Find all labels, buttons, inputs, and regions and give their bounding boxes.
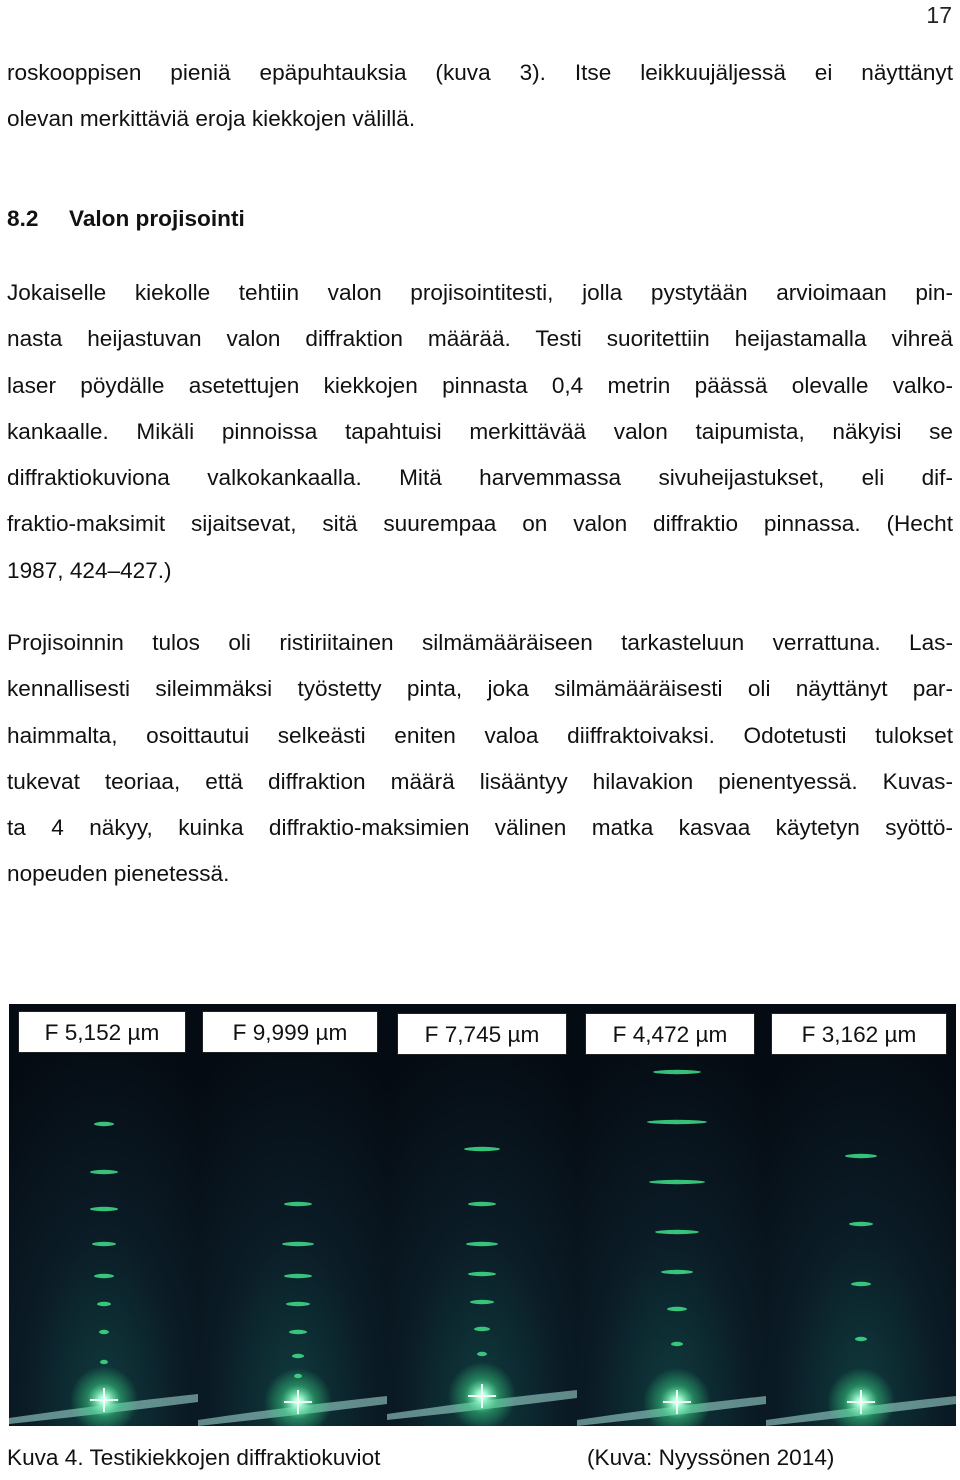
- text-line: kankaalle. Mikäli pinnoissa tapahtuisi merkittävää valon taipumista, näkyisi se: [7, 418, 953, 444]
- diffraction-maximum: [649, 1180, 705, 1184]
- diffraction-maximum: [284, 1202, 312, 1206]
- diffraction-maximum: [286, 1302, 310, 1306]
- diffraction-photo-4: [577, 1004, 766, 1426]
- diffraction-maximum: [466, 1242, 498, 1246]
- text-line: ta 4 näkyy, kuinka diffraktio-maksimien välinen matka kasvaa käytetyn syöttö-: [7, 815, 953, 841]
- diffraction-maximum: [468, 1202, 496, 1206]
- diffraction-figure: [9, 1004, 956, 1426]
- text-line: roskooppisen pieniä epäpuhtauksia (kuva 3). Itse leikkuujäljessä ei näyttänyt: [7, 60, 953, 85]
- diffraction-maximum: [671, 1342, 683, 1346]
- paragraph-results: [7, 620, 953, 898]
- diffraction-photo-3: [387, 1004, 577, 1426]
- page-number: 17: [926, 2, 952, 28]
- text-line: laser pöydälle asetettujen kiekkojen pinnasta 0,4 metrin päässä olevalle valko-: [7, 372, 953, 398]
- diffraction-maximum: [855, 1337, 867, 1341]
- diffraction-maximum: [647, 1120, 707, 1124]
- diffraction-maximum: [90, 1207, 118, 1211]
- figure-credit: (Kuva: Nyyssönen 2014): [587, 1445, 835, 1470]
- diffraction-maximum: [282, 1242, 314, 1246]
- section-heading: [7, 196, 245, 242]
- diffraction-maximum: [284, 1274, 312, 1278]
- diffraction-maximum: [661, 1270, 693, 1274]
- diffraction-maximum: [100, 1360, 108, 1364]
- diffraction-maximum: [845, 1154, 877, 1158]
- photo-background: [198, 1004, 387, 1426]
- diffraction-maximum: [474, 1327, 490, 1331]
- paragraph-intro: [7, 50, 953, 143]
- text-line: kennallisesti sileimmäksi työstetty pinta, joka silmämääräisesti oli näyttänyt par-: [7, 676, 953, 702]
- section-title: Valon projisointi: [69, 206, 245, 231]
- text-line: nasta heijastuvan valon diffraktion määrää. Testi suoritettiin heijastamalla vihreä: [7, 326, 953, 352]
- panel-label: F 3,162 µm: [771, 1013, 947, 1055]
- text-line: nopeuden pienetessä.: [7, 861, 230, 887]
- diffraction-maximum: [464, 1147, 500, 1151]
- diffraction-photo-5: [766, 1004, 956, 1426]
- photo-background: [766, 1004, 956, 1426]
- text-line: 1987, 424–427.): [7, 557, 172, 583]
- diffraction-maximum: [94, 1274, 114, 1278]
- diffraction-maximum: [92, 1242, 116, 1246]
- panel-label: F 5,152 µm: [18, 1011, 186, 1053]
- diffraction-maximum: [289, 1330, 307, 1334]
- diffraction-maximum: [851, 1282, 871, 1286]
- text-line: tukevat teoriaa, että diffraktion määrä lisääntyy hilavakion pienentyessä. Kuvas-: [7, 768, 953, 794]
- text-line: Jokaiselle kiekolle tehtiin valon projisointitesti, jolla pystytään arvioimaan pin-: [7, 280, 953, 305]
- diffraction-maximum: [653, 1070, 701, 1074]
- text-line: diffraktiokuviona valkokankaalla. Mitä harvemmassa sivuheijastukset, eli dif-: [7, 465, 953, 491]
- paragraph-method: [7, 270, 953, 594]
- photo-background: [577, 1004, 766, 1426]
- diffraction-maximum: [655, 1230, 699, 1234]
- text-line: haimmalta, osoittautui selkeästi eniten valoa diiffraktoivaksi. Odotetusti tulokset: [7, 722, 953, 748]
- diffraction-photo-2: [198, 1004, 387, 1426]
- text-line: olevan merkittäviä eroja kiekkojen välillä.: [7, 106, 416, 132]
- panel-label: F 4,472 µm: [585, 1013, 755, 1055]
- section-number: 8.2: [7, 206, 39, 231]
- figure-caption: Kuva 4. Testikiekkojen diffraktiokuviot: [7, 1445, 381, 1470]
- diffraction-maximum: [292, 1354, 304, 1358]
- text-line: Projisoinnin tulos oli ristiriitainen silmämääräiseen tarkasteluun verrattuna. Las-: [7, 630, 953, 655]
- diffraction-maximum: [90, 1170, 118, 1174]
- diffraction-maximum: [94, 1122, 114, 1126]
- diffraction-maximum: [849, 1222, 873, 1226]
- diffraction-maximum: [477, 1352, 487, 1356]
- diffraction-maximum: [667, 1307, 687, 1311]
- diffraction-maximum: [99, 1330, 109, 1334]
- diffraction-maximum: [470, 1300, 494, 1304]
- text-line: fraktio-maksimit sijaitsevat, sitä suurempaa on valon diffraktio pinnassa. (Hecht: [7, 511, 953, 537]
- panel-label: F 9,999 µm: [202, 1011, 378, 1053]
- panel-label: F 7,745 µm: [397, 1013, 567, 1055]
- diffraction-maximum: [468, 1272, 496, 1276]
- diffraction-photo-1: [9, 1004, 198, 1426]
- diffraction-maximum: [97, 1302, 111, 1306]
